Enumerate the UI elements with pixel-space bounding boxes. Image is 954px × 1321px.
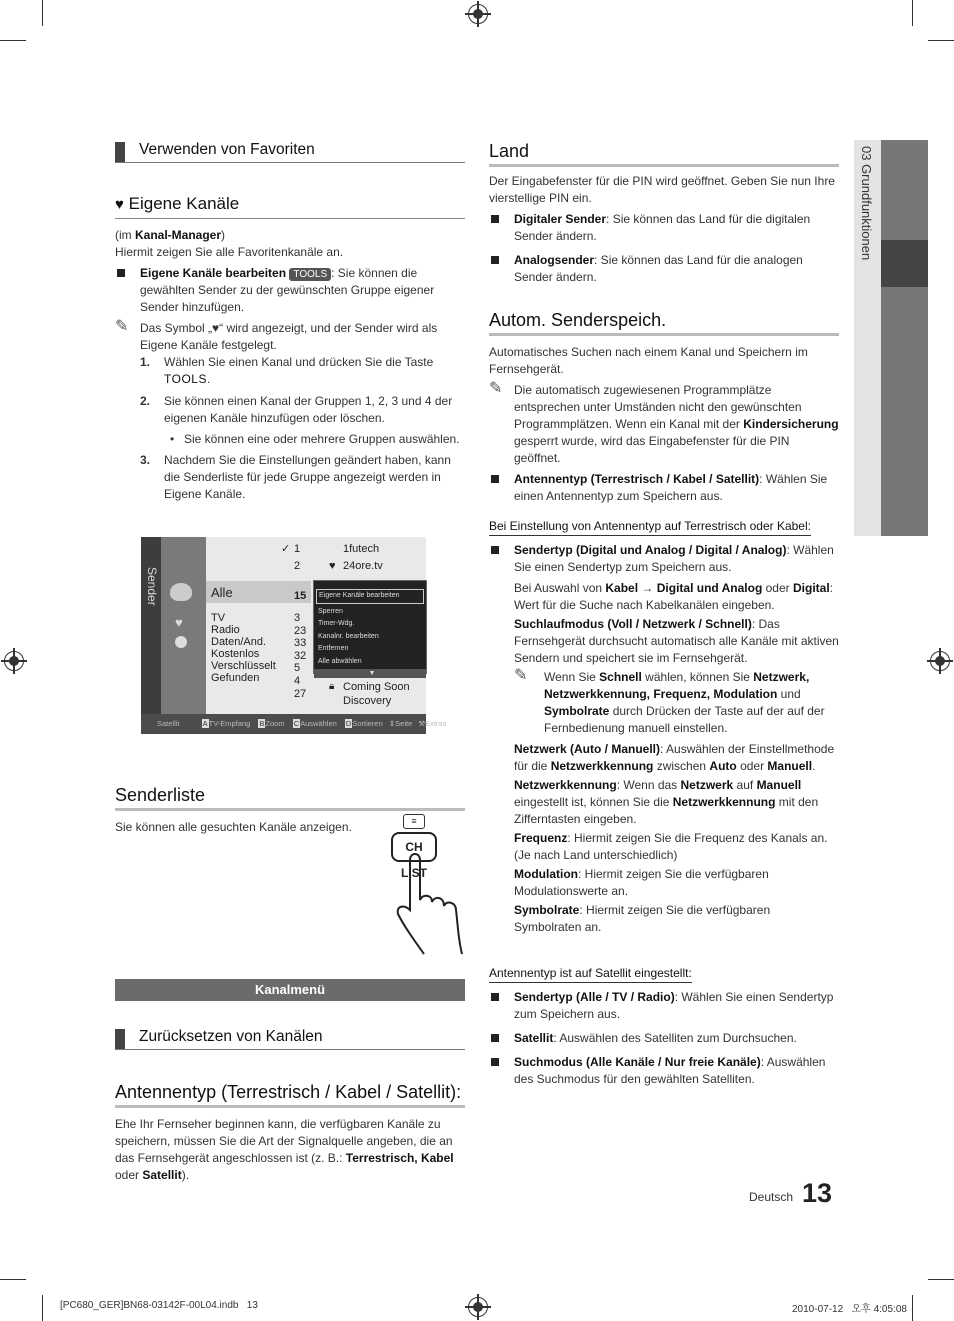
crop-mark (42, 0, 43, 26)
im-line: (im Kanal-Manager) (115, 228, 226, 242)
osd-side-bar: Sender (141, 537, 161, 714)
osd-lock-icon: 🔒︎ (329, 681, 335, 692)
reset-heading-block (115, 1027, 465, 1050)
bullet-antennentyp: Antennentyp (Terrestrisch / Kabel / Satellit): Wählen Sie einen Antennentyp zum Speichern aus. (489, 471, 839, 505)
print-date-info: 2010-07-12 오후 4:05:08 (792, 1304, 907, 1315)
osd-sel-item[interactable]: Alle (211, 585, 233, 600)
autom-heading: Autom. Senderspeich. (489, 309, 839, 336)
popup-item[interactable]: Entfernen (318, 645, 349, 652)
netzwerk-text: Netzwerk (Auto / Manuell): Auswählen der Einstellmethode für die Netzwerkkennung zwischen Auto oder Manuell. (514, 742, 835, 773)
terr-heading: Bei Einstellung von Antennentyp auf Terrestrisch oder Kabel: (489, 518, 811, 536)
crop-mark (42, 1295, 43, 1321)
crop-mark (928, 40, 954, 41)
tools-icon: ⚒ (418, 719, 426, 728)
remote-hand-illustration (388, 812, 468, 957)
bullet-analog: Analogsender: Sie können das Land für die analogen Sender ändern. (489, 252, 839, 286)
registration-mark-icon (468, 4, 488, 24)
osd-coming: Coming Soon (343, 681, 410, 693)
eigene-intro: Hiermit zeigen Sie alle Favoritenkanäle an. (115, 245, 344, 259)
channel-manager-osd (141, 537, 447, 734)
note-pencil-icon: ✎ (514, 667, 528, 684)
popup-item[interactable]: Eigene Kanäle bearbeiten (316, 589, 424, 604)
crop-mark (928, 1279, 954, 1280)
note-pencil-icon: ✎ (115, 318, 129, 335)
step-2-sub: • Sie können eine oder mehrere Gruppen auswählen. (115, 431, 465, 448)
land-section (489, 140, 839, 286)
sat-heading: Antennentyp ist auf Satellit eingestellt: (489, 965, 692, 983)
terr-section (489, 517, 839, 936)
osd-category-list (211, 612, 276, 684)
osd-category: Kostenlos (211, 648, 260, 660)
updown-icon: ⇕ (388, 719, 396, 728)
osd-category: Daten/And. (211, 636, 267, 648)
autom-text: Automatisches Suchen nach einem Kanal und Speichern im Fernsehgerät. (489, 345, 808, 376)
kanalmenu-banner: Kanalmenü (115, 979, 465, 1001)
popup-scroll-down-icon[interactable]: ▼ (314, 669, 426, 678)
frequenz-text: Frequenz: Hiermit zeigen Sie die Frequenz des Kanals an. (Je nach Land unterschiedlich) (514, 831, 828, 862)
osd-name-1: 1futech (343, 543, 380, 555)
antenna-heading: Antennentyp (Terrestrisch / Kabel / Satellit): (115, 1081, 465, 1108)
chapter-label: 03 Grundfunktionen (859, 146, 874, 261)
osd-category: Gefunden (211, 672, 260, 684)
clock-icon (175, 636, 187, 648)
registration-mark-icon (930, 651, 950, 671)
antenna-text: Ehe Ihr Fernseher beginnen kann, die verfügbaren Kanäle zu speichern, müssen Sie die Art der Signalquelle angeben, die an das Fernsehgerät angeschlossen ist (z. B.: Terrestrisch, Kabel oder Satellit). (115, 1117, 454, 1182)
crop-mark (0, 1279, 26, 1280)
senderliste-text: Sie können alle gesuchten Kanäle anzeigen. (115, 820, 352, 834)
list-menu-icon: ≡ (403, 814, 425, 829)
modulation-text: Modulation: Hiermit zeigen Sie die verfügbaren Modulationswerte an. (514, 867, 769, 898)
netzkennung-text: Netzwerkkennung: Wenn das Netzwerk auf Manuell eingestellt ist, können Sie die Netzwerkkennung mit den Zifferntasten eingeben. (514, 778, 819, 826)
eigene-section (115, 193, 465, 503)
suchlauf-text: Suchlaufmodus (Voll / Netzwerk / Schnell): Das Fernsehgerät durchsucht automatisch alle Kanäle mit aktiven Sendern und speichert sie im Fernsehgerät. (514, 617, 839, 665)
step-1: 1. Wählen Sie einen Kanal und drücken Sie die Taste TOOLS. (140, 355, 434, 386)
step-2: 2. Sie können einen Kanal der Gruppen 1, 2, 3 und 4 der eigenen Kanäle hinzufügen oder löschen. (140, 394, 453, 425)
reset-heading: Zurücksetzen von Kanälen (115, 1027, 465, 1050)
osd-num-1: 1 (294, 543, 301, 555)
osd-category: Radio (211, 624, 240, 636)
antenna-section (115, 1081, 465, 1184)
osd-category: Verschlüsselt (211, 660, 276, 672)
note-symbol: ✎ Das Symbol „♥“ wird angezeigt, und der Sender wird als Eigene Kanäle festgelegt. (115, 318, 438, 352)
registration-mark-icon (468, 1297, 488, 1317)
fav-heading-block (115, 140, 465, 163)
land-text: Der Eingabefenster für die PIN wird geöffnet. Geben Sie nun Ihre vierstellige PIN ein. (489, 174, 835, 205)
satellite-dish-icon (170, 583, 192, 601)
page-number: 13 (802, 1178, 833, 1208)
osd-category: TV (211, 612, 226, 624)
symbolrate-text: Symbolrate: Hiermit zeigen Sie die verfügbaren Symbolraten an. (514, 903, 771, 934)
osd-name-2: 24ore.tv (343, 560, 383, 572)
autom-note: ✎ Die automatisch zugewiesenen Programmplätze entsprechen unter Umständen nicht den gewünschten Programmplätzen. Wenn ein Kanal mit der Kindersicherung gesperrt wurde, wird das Eingabefenster für die PIN geöffnet. (489, 380, 839, 465)
note-pencil-icon: ✎ (489, 380, 503, 397)
eigene-heading (115, 193, 465, 219)
bullet-digital: Digitaler Sender: Sie können das Land für die digitalen Sender ändern. (489, 211, 839, 245)
osd-tools-popup (313, 580, 427, 677)
chapter-tab (859, 140, 928, 536)
bullet-eigene-edit: Eigene Kanäle bearbeiten TOOLS : Sie können die gewählten Sender zu der gewünschten Gruppe eigener Sender hinzufügen. (115, 265, 465, 316)
tools-button-icon: TOOLS (289, 268, 331, 281)
eigene-heading-text: Eigene Kanäle (128, 194, 240, 213)
heart-icon: ♥ (115, 196, 124, 213)
osd-heart-icon: ♥ (329, 560, 336, 572)
bullet-sat-sendertyp: Sendertyp (Alle / TV / Radio): Wählen Sie einen Sendertyp zum Speichern aus. (489, 989, 839, 1023)
fav-heading: Verwenden von Favoriten (115, 140, 465, 163)
autom-section (489, 309, 839, 505)
schnell-note: ✎ Wenn Sie Schnell wählen, können Sie Netzwerk, Netzwerkkennung, Frequenz, Modulation und Symbolrate durch Drücken der Taste auf der auf der Fernbedienung manuell einstellen. (514, 667, 825, 735)
pointing-hand-icon (388, 848, 468, 958)
crop-mark (912, 1295, 913, 1321)
heart-icon: ♥ (175, 615, 183, 630)
bullet-suchmodus: Suchmodus (Alle Kanäle / Nur freie Kanäle): Auswählen des Suchmodus für den gewählten Satelliten. (489, 1054, 839, 1088)
sat-section (489, 964, 839, 1088)
osd-num-2: 2 (294, 560, 301, 572)
osd-icon-column (161, 537, 206, 714)
chapter-tab-marker (881, 240, 928, 287)
popup-item[interactable]: Sperren (318, 607, 343, 615)
osd-discovery: Discovery (343, 695, 392, 707)
kabel-text: Bei Auswahl von Kabel → Digital und Analog oder Digital: Wert für die Suche nach Kabelkanälen eingeben. (514, 581, 833, 612)
popup-item[interactable]: Alle abwählen (318, 657, 362, 665)
chlist-button: CH LIST (391, 832, 437, 862)
osd-checkmark-icon: ✓ (281, 543, 291, 555)
bullet-sendertyp: Sendertyp (Digital und Analog / Digital / Analog): Wählen Sie einen Sendertyp zum Speichern aus. (489, 542, 839, 576)
print-file-info: [PC680_GER]BN68-03142F-00L04.indb 13 (60, 1300, 258, 1311)
footer-language: Deutsch (749, 1190, 794, 1204)
osd-footer: Satellit ATV-Empfang BZoom CAuswählen DSortieren ⇕Seite ⚒Extras (141, 714, 426, 734)
land-heading: Land (489, 140, 839, 167)
popup-item[interactable]: Timer-Wdg. (318, 620, 355, 627)
step-3: 3. Nachdem Sie die Einstellungen geändert haben, kann die Senderliste für jede Gruppe angezeigt werden in Eigene Kanäle. (140, 453, 451, 501)
senderliste-heading: Senderliste (115, 784, 465, 811)
bullet-satellit: Satellit: Auswählen des Satelliten zum Durchsuchen. (489, 1030, 839, 1047)
crop-mark (912, 0, 913, 26)
registration-mark-icon (4, 651, 24, 671)
popup-item[interactable]: Kanalnr. bearbeiten (318, 632, 379, 640)
crop-mark (0, 40, 26, 41)
osd-sel-num: 15 (294, 590, 307, 602)
osd-number-list: 3 23 33 32 5 4 27 (294, 612, 307, 700)
